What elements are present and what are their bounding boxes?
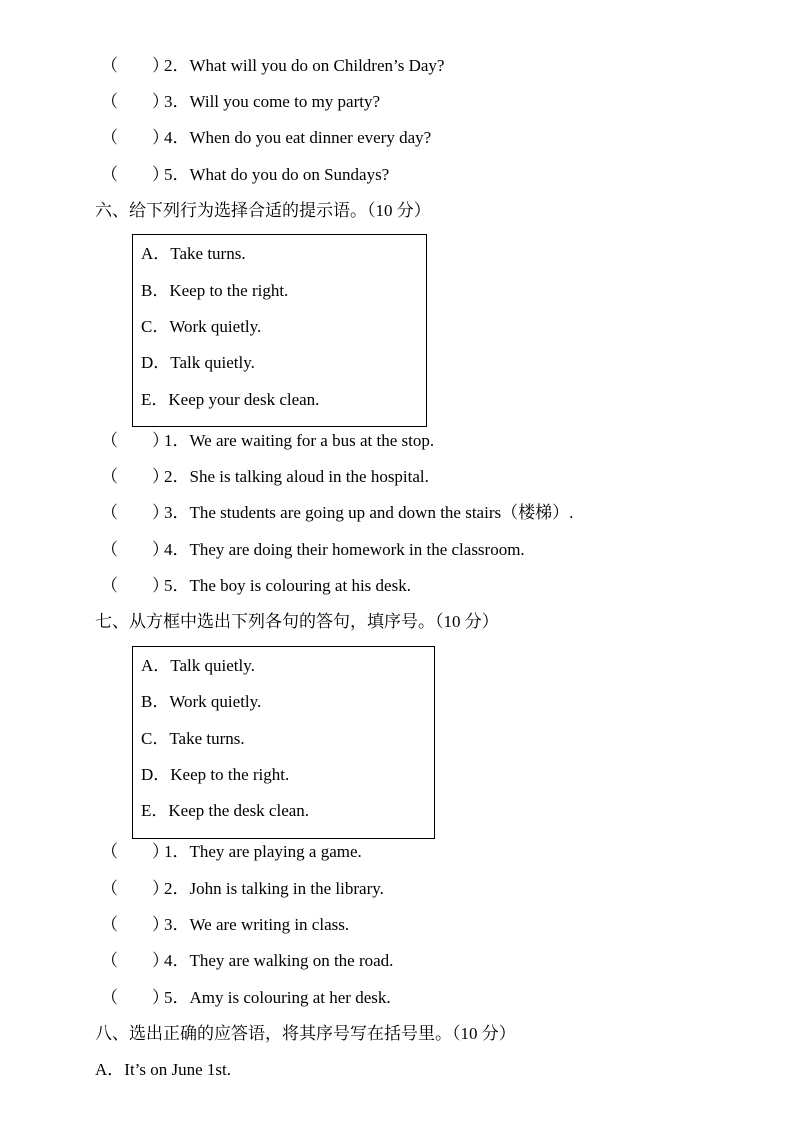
- option-e: E．Keep your desk clean.: [141, 390, 320, 409]
- question-text: 3．Will you come to my party?: [164, 92, 381, 111]
- question-text: 2．John is talking in the library.: [164, 879, 384, 898]
- answer-bracket-open[interactable]: （: [101, 165, 118, 184]
- answer-bracket-open[interactable]: （: [101, 92, 118, 111]
- question-text: 4．They are doing their homework in the classroom.: [164, 540, 525, 559]
- option-e: E．Keep the desk clean.: [141, 801, 310, 820]
- option-a: A．Talk quietly.: [141, 656, 255, 675]
- option-b: B．Work quietly.: [141, 692, 262, 711]
- section-6-heading: 六、给下列行为选择合适的提示语。（10 分）: [95, 201, 431, 220]
- question-text: 5．Amy is colouring at her desk.: [164, 988, 391, 1007]
- answer-bracket-open[interactable]: （: [101, 540, 118, 559]
- answer-bracket-close: ）: [152, 915, 169, 934]
- answer-bracket-close: ）: [152, 842, 169, 861]
- answer-bracket-close: ）: [152, 988, 169, 1007]
- question-text: 5．What do you do on Sundays?: [164, 165, 390, 184]
- option-b: B．Keep to the right.: [141, 281, 289, 300]
- question-text: 1．They are playing a game.: [164, 842, 362, 861]
- answer-bracket-open[interactable]: （: [101, 842, 118, 861]
- answer-bracket-close: ）: [152, 951, 169, 970]
- answer-bracket-open[interactable]: （: [101, 467, 118, 486]
- section-8-heading: 八、选出正确的应答语，将其序号写在括号里。（10 分）: [95, 1024, 516, 1043]
- option-c: C．Work quietly.: [141, 317, 262, 336]
- answer-bracket-open[interactable]: （: [101, 576, 118, 595]
- option-a: A．Take turns.: [141, 244, 246, 263]
- question-text: 5．The boy is colouring at his desk.: [164, 576, 411, 595]
- question-text: 2．She is talking aloud in the hospital.: [164, 467, 429, 486]
- section-6-option-box: [132, 234, 427, 427]
- answer-bracket-close: ）: [152, 165, 169, 184]
- section-8-option-a: A．It’s on June 1st.: [95, 1060, 231, 1079]
- answer-bracket-open[interactable]: （: [101, 988, 118, 1007]
- answer-bracket-close: ）: [152, 467, 169, 486]
- answer-bracket-open[interactable]: （: [101, 431, 118, 450]
- answer-bracket-open[interactable]: （: [101, 128, 118, 147]
- answer-bracket-close: ）: [152, 128, 169, 147]
- answer-bracket-close: ）: [152, 92, 169, 111]
- answer-bracket-close: ）: [152, 431, 169, 450]
- answer-bracket-close: ）: [152, 503, 169, 522]
- answer-bracket-open[interactable]: （: [101, 879, 118, 898]
- question-text: 2．What will you do on Children’s Day?: [164, 56, 445, 75]
- question-text: 3．The students are going up and down the stairs（楼梯）.: [164, 503, 574, 522]
- answer-bracket-open[interactable]: （: [101, 951, 118, 970]
- answer-bracket-close: ）: [152, 576, 169, 595]
- answer-bracket-close: ）: [152, 56, 169, 75]
- option-d: D．Keep to the right.: [141, 765, 290, 784]
- question-text: 4．When do you eat dinner every day?: [164, 128, 432, 147]
- section-7-heading: 七、从方框中选出下列各句的答句，填序号。（10 分）: [95, 612, 499, 631]
- answer-bracket-close: ）: [152, 540, 169, 559]
- answer-bracket-close: ）: [152, 879, 169, 898]
- option-c: C．Take turns.: [141, 729, 245, 748]
- answer-bracket-open[interactable]: （: [101, 915, 118, 934]
- question-text: 4．They are walking on the road.: [164, 951, 394, 970]
- option-d: D．Talk quietly.: [141, 353, 255, 372]
- question-text: 3．We are writing in class.: [164, 915, 350, 934]
- question-text: 1．We are waiting for a bus at the stop.: [164, 431, 435, 450]
- answer-bracket-open[interactable]: （: [101, 56, 118, 75]
- answer-bracket-open[interactable]: （: [101, 503, 118, 522]
- section-7-option-box: [132, 646, 435, 839]
